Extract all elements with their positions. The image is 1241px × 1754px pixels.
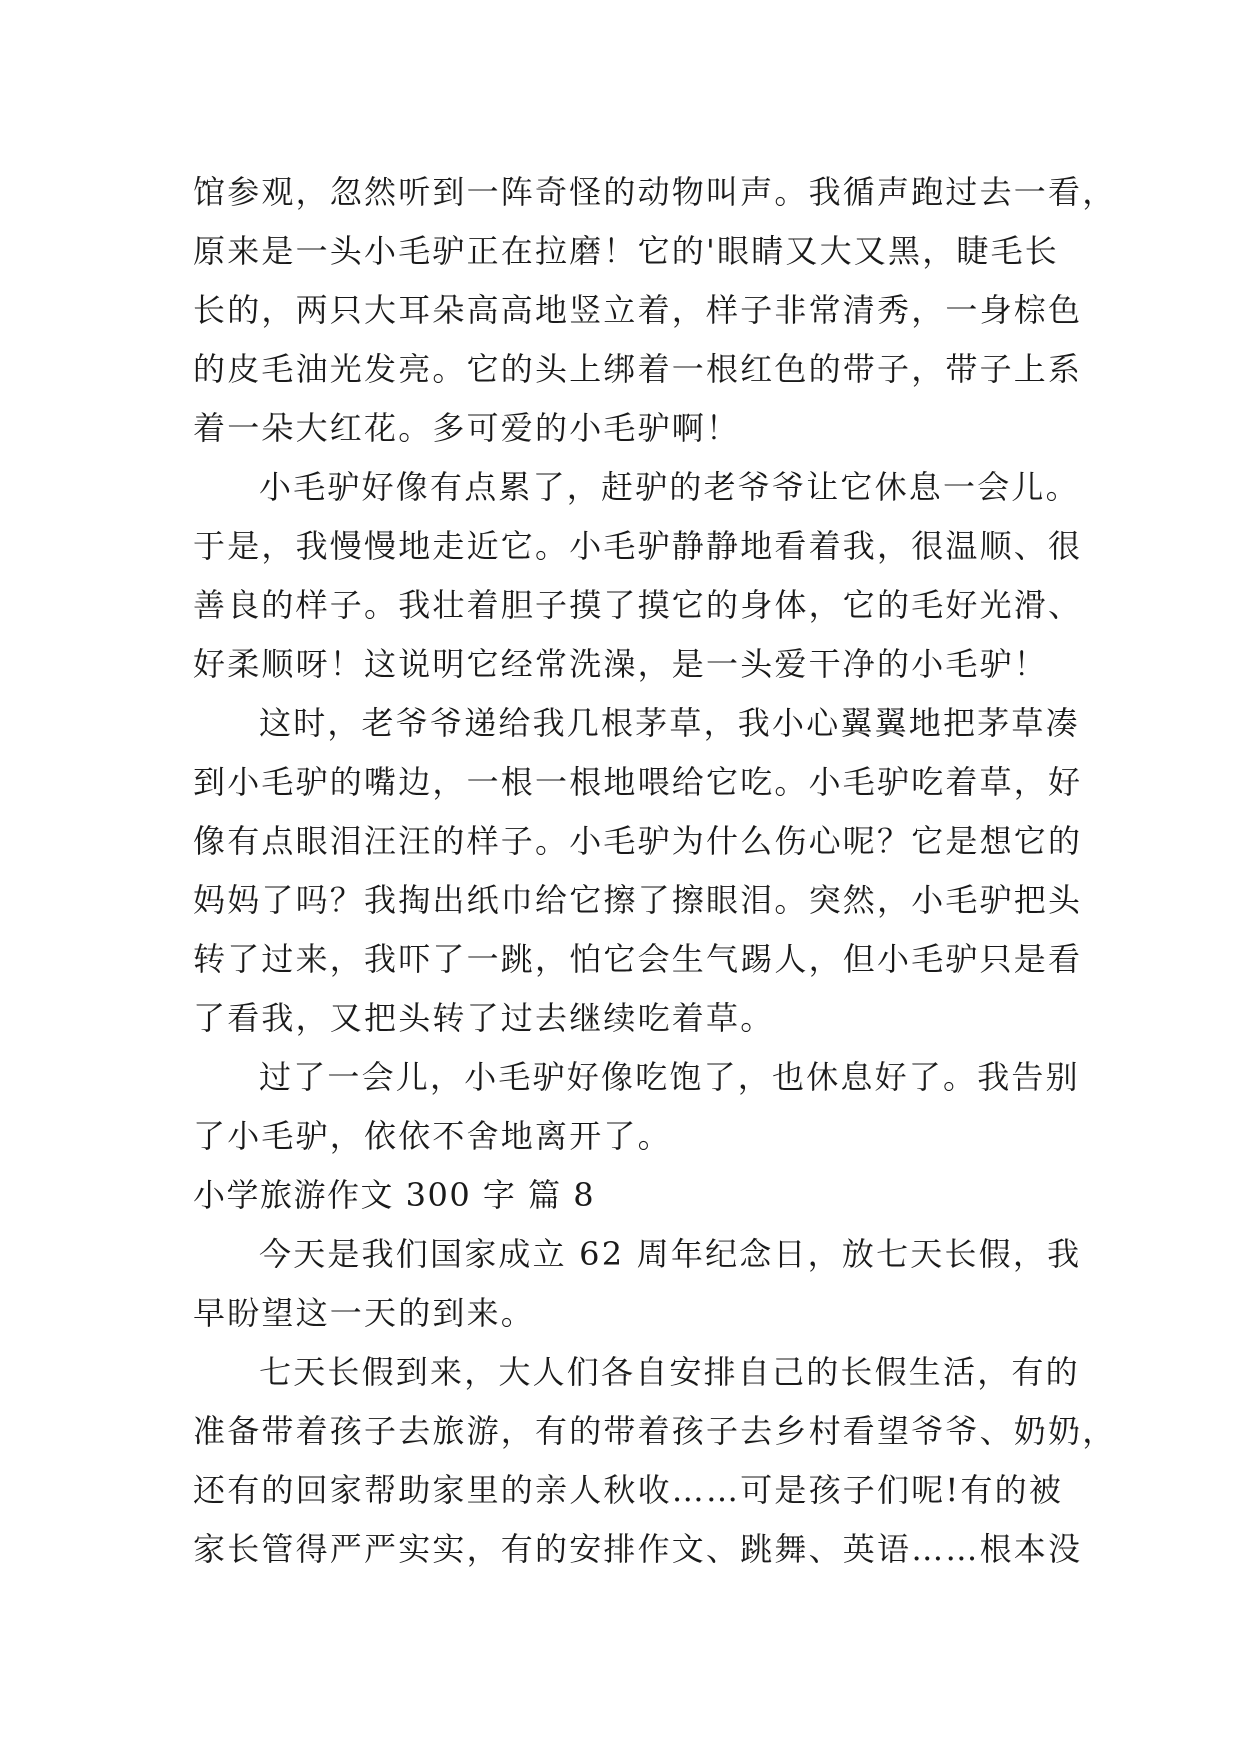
text-line: 到小毛驴的嘴边，一根一根地喂给它吃。小毛驴吃着草，好 <box>193 763 1083 801</box>
paragraph-first-line: 过了一会儿，小毛驴好像吃饱了，也休息好了。我告别 <box>259 1058 1080 1096</box>
text-line: 馆参观，忽然听到一阵奇怪的动物叫声。我循声跑过去一看， <box>193 173 1117 211</box>
text-line: 于是，我慢慢地走近它。小毛驴静静地看着我，很温顺、很 <box>193 527 1083 565</box>
text-line: 了看我，又把头转了过去继续吃着草。 <box>193 999 775 1037</box>
text-line: 准备带着孩子去旅游，有的带着孩子去乡村看望爷爷、奶奶， <box>193 1412 1117 1450</box>
text-line: 了小毛驴，依依不舍地离开了。 <box>193 1117 672 1155</box>
text-line: 像有点眼泪汪汪的样子。小毛驴为什么伤心呢？它是想它的 <box>193 822 1083 860</box>
text-line: 长的，两只大耳朵高高地竖立着，样子非常清秀，一身棕色 <box>193 291 1083 329</box>
text-line: 的皮毛油光发亮。它的头上绑着一根红色的带子，带子上系 <box>193 350 1083 388</box>
text-line: 转了过来，我吓了一跳，怕它会生气踢人，但小毛驴只是看 <box>193 940 1083 978</box>
text-line: 着一朵大红花。多可爱的小毛驴啊！ <box>193 409 741 447</box>
text-line: 妈妈了吗？我掏出纸巾给它擦了擦眼泪。突然，小毛驴把头 <box>193 881 1083 919</box>
text-line: 家长管得严严实实，有的安排作文、跳舞、英语……根本没 <box>193 1530 1083 1568</box>
text-line: 早盼望这一天的到来。 <box>193 1294 536 1332</box>
text-line: 好柔顺呀！这说明它经常洗澡，是一头爱干净的小毛驴！ <box>193 645 1049 683</box>
paragraph-first-line: 七天长假到来，大人们各自安排自己的长假生活，有的 <box>259 1353 1080 1391</box>
text-line: 原来是一头小毛驴正在拉磨！它的'眼睛又大又黑，睫毛长 <box>193 232 1059 270</box>
section-heading: 小学旅游作文 300 字 篇 8 <box>193 1176 596 1214</box>
text-line: 还有的回家帮助家里的亲人秋收……可是孩子们呢!有的被 <box>193 1471 1064 1509</box>
paragraph-first-line: 小毛驴好像有点累了，赶驴的老爷爷让它休息一会儿。 <box>259 468 1080 506</box>
text-line: 善良的样子。我壮着胆子摸了摸它的身体，它的毛好光滑、 <box>193 586 1083 624</box>
paragraph-first-line: 这时，老爷爷递给我几根茅草，我小心翼翼地把茅草凑 <box>259 704 1080 742</box>
paragraph-first-line: 今天是我们国家成立 62 周年纪念日，放七天长假，我 <box>259 1235 1082 1273</box>
document-body <box>193 163 1117 1579</box>
